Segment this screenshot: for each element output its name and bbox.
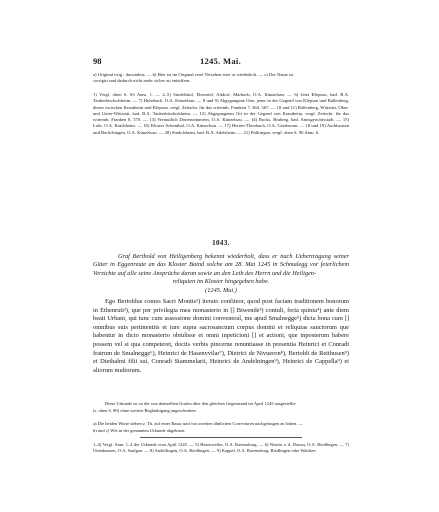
footnote-line: a) Die beiden Worte stehen z. Th. auf einer Rasur und von zweiten ähnlichen Correcturen nachgetragen zu haben. — <box>93 421 304 426</box>
document-body <box>93 298 349 375</box>
document-summary <box>93 253 349 286</box>
footnote-divider <box>140 437 302 438</box>
document-date: (1245. Mai.) <box>205 287 237 294</box>
running-title: 1245. Mai. <box>199 56 241 66</box>
note-line: (s. oben S. 80) ohne weitere Beglaubigung angeschnitten. <box>93 407 197 413</box>
footnotes-top-numbers: 1) Vergl. oben S. 63 Anm. 1. — 2–5) Sindelshof, Eberstiel, Altdorf, Marbach, O.A. Künzelsau. — 6) Jetzt Klepsau, bad. B.A. Tauberbischofsheim. — 7) Hohebach, O.A. Künzelsau. — 8 und 9) Abgegangene Orte, jener in der Gegend von Klepsau und Ballenberg, dieser zwischen Krautheim und Klepsau, vergl. Zeitschr. für das wirtemb. Franken 7, 364. 367. — 10 und 11) Ballenberg, Wittstatt, Ober- und Unter-Wittstatt, bad. B.A. Tauberbischofsheim. — 12) Abgegangener Ort in der Gegend von Krautheim, vergl. Zeitschr. für das wirtemb. Franken 8, 570. — 13) Vermutlich Dörrenzimmern, O.A. Künzelsau. — 14) Bocks, Bruberg, bad. Amtsgerichtsstadt. — 15) Lohr, O.A. Krailsheim. — 16) Kloster Schönthal, O.A. Künzelsau. — 17) Herren-Thierbach, O.A. Gerabronn. — 18 und 19) Aschhausen und Berlichingen, O.A. Künzelsau. — 20) Sindolsheim, bad. B.A. Adelsheim. — 21) Püllringen, vergl. oben S. 90 Anm. 6. <box>93 92 349 135</box>
document-number: 1043. <box>212 239 230 247</box>
footnote-line: a) Original irrig : ducunibus. — b) Hier ist im Original zwei Versehen ister or wiederholt. — c) Der Name ist <box>93 72 294 77</box>
note-line: Diese Urkunde ist zu der von demselben Grafen über den gleichen Gegenstand im April 1245 ausgestellte <box>105 401 296 406</box>
page-number: 98 <box>93 56 102 66</box>
footnotes-bottom-letters <box>93 421 349 434</box>
running-header <box>93 56 348 68</box>
summary-text: Graf Berthold von Heiligenberg bekennt wiederholt, dass er nach Uebertragung seiner Güter in Eggenreute an das Kloster Baind solche am 28. Mai 1245 in Schmalegg vor feierlichem Verzichte auf alle seine Ansprüche daran sowie an den Leib des Herrn und die Heiligen- <box>93 253 349 277</box>
footnotes-bottom-numbers: 1–4) Vergl. Anm. 1–4 der Urkunde vom April 1245. — 5) Hasenweiler, O.A. Ravensburg. — 6) Neufra a. d. Donau, O.A. Riedlingen. — 7) Uttenhausen, O.A. Saulgau. — 8) Andelfingen, O.A. Riedlingen. — 9) Kappel, O.A. Ravensburg, Riedlingen oder Waldsee. <box>93 442 349 454</box>
editorial-note <box>93 401 349 414</box>
footnotes-top-letters <box>93 72 349 84</box>
summary-text-end: reliquien im Kloster hingegeben habe. <box>172 277 270 285</box>
body-paragraph: Ego Bertoldus comes Sacri Montis¹) iterato confiteor, quod post factam traditionem bonorum in Ethenruti²), que per privilegia mea monasterio in [] Biwende³) contuli, feria quinta⁴) ante diem beati Urbani, qui tunc cum assessione domini conveneral, me apud Smalnegge⁵) dicta bona cum [] omnibus suis pertinentiis et iure supra sacrosanctum corpus domini et reliquias sanctorum que habentur in dicto monasterio obtulisse et omni inpeticioni [] et actioni, que inposterum habere possem vel si qua competeret, doctis verbis pincerne renuntiasse in presentia Heinrici et Conradi fratrum de Smalnegge⁶), Heinrici de Hasenvvilar⁷), Dietrici de Nivueron⁸), Bertoldi de Reithusen⁹) et Diethalmi filii sui, Conradi Stammelarii, Heinrici de Andelningen⁹), Heinrici de Cappella⁹) et aliorum multorum. <box>93 298 349 374</box>
footnote-line: corrigirt und dadurch nicht mehr sicher zu entziffern. <box>93 78 191 83</box>
footnote-line: b) und c) Wie in der genannten Urkunde abgekürzt. <box>93 427 186 433</box>
